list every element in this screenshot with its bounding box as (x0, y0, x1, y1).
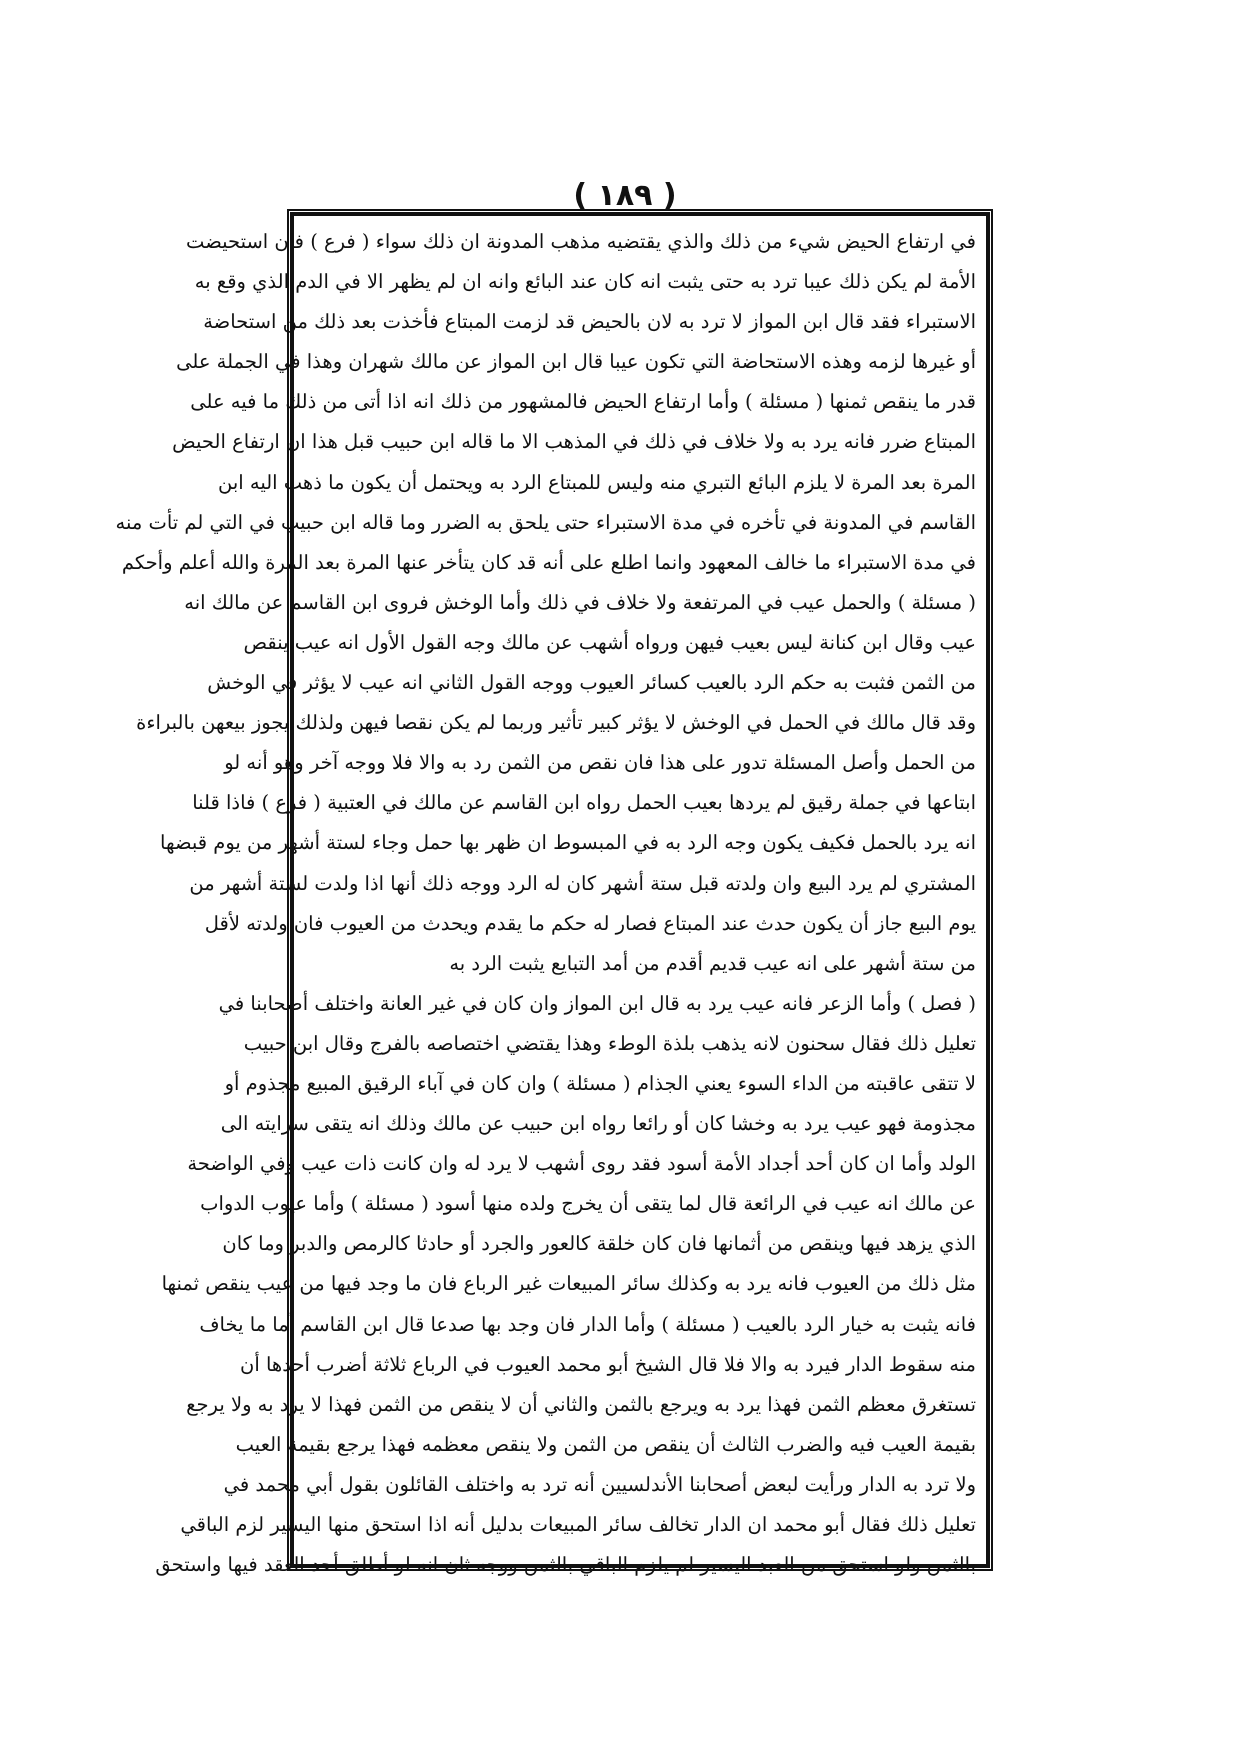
text-line-11: عيب وقال ابن كنانة ليس بعيب فيهن ورواه أشهب عن مالك وجه القول الأول انه عيب ينقص (243, 630, 976, 654)
text-line-24: الولد وأما ان كان أحد أجداد الأمة أسود فقد روى أشهب لا يرد له وان كانت ذات عيب وفي الواضحة (187, 1152, 976, 1176)
text-line-2: الأمة لم يكن ذلك عيبا ترد به حتى يثبت انه كان عند البائع وانه ان لم يظهر الا في الدم الذي وقع به (194, 270, 976, 294)
text-line-26: الذي يزهد فيها وينقص من أثمانها فان كان خلقة كالعور والجرد أو حادثا كالرمص والدبر وما كان (222, 1232, 976, 1256)
text-line-6: المبتاع ضرر فانه يرد به ولا خلاف في ذلك في المذهب الا ما قاله ابن حبيب قبل هذا ان ارتفاع الحيض (172, 430, 976, 454)
text-block (115, 222, 980, 1577)
text-line-4: أو غيرها لزمه وهذه الاستحاضة التي تكون عيبا قال ابن المواز عن مالك شهران وهذا في الجملة على (176, 350, 976, 374)
text-line-8: القاسم في المدونة في تأخره في مدة الاستبراء حتى يلحق به الضرر وما قاله ابن حبيب في التي لم تأت منه (115, 510, 976, 534)
text-line-22: لا تتقى عاقبته من الداء السوء يعني الجذام ( مسئلة ) وان كان في آباء الرقيق المبيع مجذوم أو (224, 1071, 976, 1095)
text-line-23: مجذومة فهو عيب يرد به وخشا كان أو رائعا رواه ابن حبيب عن مالك وذلك انه يتقى سرايته الى (220, 1112, 976, 1136)
text-line-5: قدر ما ينقص ثمنها ( مسئلة ) وأما ارتفاع الحيض فالمشهور من ذلك انه اذا أتى من ذلك ما فيه على (190, 390, 976, 414)
text-line-3: الاستبراء فقد قال ابن المواز لا ترد به لان بالحيض قد لزمت المبتاع فأخذت بعد ذلك من استحاضة (203, 310, 976, 334)
text-line-17: المشتري لم يرد البيع وان ولدته قبل ستة أشهر كان له الرد ووجه ذلك أنها اذا ولدت لستة أشهر من (189, 871, 976, 895)
text-line-13: وقد قال مالك في الحمل في الوخش لا يؤثر كبير تأثير وربما لم يكن نقصا فيهن ولذلك يجوز بيعهن بالبراءة (136, 711, 976, 735)
text-line-9: في مدة الاستبراء ما خالف المعهود وانما اطلع على أنه قد كان يتأخر عنها المرة بعد المرة والله أعلم وأحكم (121, 550, 976, 574)
page-number: ( ١٨٩ ) (573, 178, 677, 213)
text-line-32: ولا ترد به الدار ورأيت لبعض أصحابنا الأندلسيين أنه ترد به واختلف القائلون بقول أبي محمد في (223, 1472, 976, 1496)
text-line-18: يوم البيع جاز أن يكون حدث عند المبتاع فصار له حكم ما يقدم ويحدث من العيوب فان ولدته لأقل (204, 911, 976, 935)
text-line-14: من الحمل وأصل المسئلة تدور على هذا فان نقص من الثمن رد به والا فلا ووجه آخر وهو أنه لو (224, 751, 976, 775)
text-line-21: تعليل ذلك فقال سحنون لانه يذهب بلذة الوطء وهذا يقتضي اختصاصه بالفرج وقال ابن حبيب (243, 1031, 976, 1055)
text-line-28: فانه يثبت به خيار الرد بالعيب ( مسئلة ) وأما الدار فان وجد بها صدعا قال ابن القاسم أما ما يخاف (199, 1312, 976, 1336)
text-line-31: بقيمة العيب فيه والضرب الثالث أن ينقص من الثمن ولا ينقص معظمه فهذا يرجع بقيمة العيب (235, 1432, 976, 1456)
text-line-12: من الثمن فثبت به حكم الرد بالعيب كسائر العيوب ووجه القول الثاني انه عيب لا يؤثر في الوخش (207, 671, 976, 695)
text-line-10: ( مسئلة ) والحمل عيب في المرتفعة ولا خلاف في ذلك وأما الوخش فروى ابن القاسم عن مالك انه (184, 590, 976, 614)
text-line-15: ابتاعها في جملة رقيق لم يردها بعيب الحمل رواه ابن القاسم عن مالك في العتبية ( فرع ) فاذا قلنا (192, 791, 976, 815)
text-line-1: في ارتفاع الحيض شيء من ذلك والذي يقتضيه مذهب المدونة ان ذلك سواء ( فرع ) فان استحيضت (186, 230, 976, 253)
text-line-30: تستغرق معظم الثمن فهذا يرد به ويرجع بالثمن والثاني أن لا ينقص من الثمن فهذا لا يرد به ولا يرجع (186, 1392, 976, 1416)
text-line-20: ( فصل ) وأما الزعر فانه عيب يرد به قال ابن المواز وان كان في غير العانة واختلف أصحابنا في (218, 991, 976, 1015)
text-line-34: بالثمن ولو استحق من العبد اليسير لم يلزم الباقي بالثمن ووجه ثان انه لو أطلق أحد العقد فيها واستحق (155, 1553, 976, 1577)
text-line-16: انه يرد بالحمل فكيف يكون وجه الرد به في المبسوط ان ظهر بها حمل وجاء لستة أشهر من يوم قبضها (160, 831, 976, 855)
text-line-29: منه سقوط الدار فيرد به والا فلا قال الشيخ أبو محمد العيوب في الرباع ثلاثة أضرب أحدها أن (240, 1352, 976, 1376)
text-line-7: المرة بعد المرة لا يلزم البائع التبري منه وليس للمبتاع الرد به ويحتمل أن يكون ما ذهب اليه ابن (218, 470, 976, 494)
text-line-33: تعليل ذلك فقال أبو محمد ان الدار تخالف سائر المبيعات بدليل أنه اذا استحق منها اليسير لزم الباقي (180, 1513, 976, 1536)
text-line-27: مثل ذلك من العيوب فانه يرد به وكذلك سائر المبيعات غير الرباع فان ما وجد فيها من عيب ينقص ثمنها (161, 1272, 976, 1296)
text-line-19: من ستة أشهر على انه عيب قديم أقدم من أمد التبايع يثبت الرد به (449, 951, 976, 975)
text-line-25: عن مالك انه عيب في الرائعة قال لما يتقى أن يخرج ولده منها أسود ( مسئلة ) وأما عيوب الدواب (200, 1192, 976, 1216)
